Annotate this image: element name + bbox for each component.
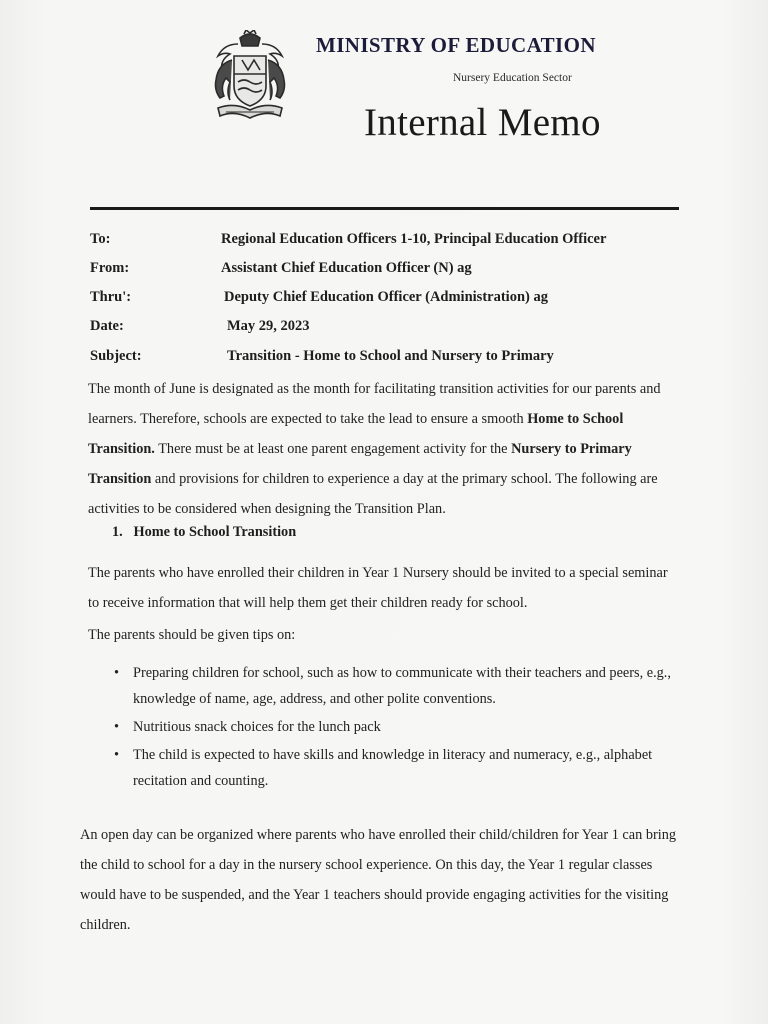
date-row bbox=[90, 318, 690, 340]
to-label: To: bbox=[90, 231, 111, 247]
subject-row bbox=[90, 348, 690, 370]
list-item bbox=[112, 660, 682, 712]
thru-row bbox=[90, 289, 690, 311]
list-item bbox=[112, 742, 682, 794]
list-item-text: Nutritious snack choices for the lunch pack bbox=[133, 719, 381, 735]
bullet-icon: • bbox=[114, 665, 120, 681]
intro-text-2: There must be at least one parent engagement activity for the bbox=[154, 441, 512, 457]
intro-emphasis-nursery-to-primary: Nursery to Primary Transition bbox=[88, 441, 632, 487]
date-label: Date: bbox=[90, 318, 124, 334]
from-label: From: bbox=[90, 260, 130, 276]
ministry-name: MINISTRY OF EDUCATION bbox=[316, 33, 596, 57]
tips-intro: The parents should be given tips on: bbox=[88, 627, 296, 643]
thru-value: Deputy Chief Education Officer (Administration) ag bbox=[224, 289, 548, 305]
section-heading-home-to-school: 1. Home to School Transition bbox=[112, 524, 297, 540]
to-value: Regional Education Officers 1-10, Principal Education Officer bbox=[221, 231, 607, 247]
thru-label: Thru': bbox=[90, 289, 132, 305]
intro-paragraph bbox=[88, 374, 680, 524]
list-item-text: Preparing children for school, such as how to communicate with their teachers and peers, e.g., knowledge of name, age, address, and other polite conventions. bbox=[133, 665, 671, 707]
to-row bbox=[90, 231, 690, 253]
intro-text-3: and provisions for children to experience a day at the primary school. The following are activities to be considered when designing the Transition Plan. bbox=[88, 471, 658, 517]
coat-of-arms-icon bbox=[204, 30, 296, 126]
bullet-icon: • bbox=[114, 747, 120, 763]
bullet-icon: • bbox=[114, 719, 120, 735]
from-value: Assistant Chief Education Officer (N) ag bbox=[221, 260, 472, 276]
tips-list bbox=[112, 660, 682, 796]
intro-text-1: The month of June is designated as the month for facilitating transition activities for our parents and learners. Therefore, schools are expected to take the lead to ensure a smooth bbox=[88, 381, 661, 427]
seminar-paragraph: The parents who have enrolled their children in Year 1 Nursery should be invited to a special seminar to receive information that will help them get their children ready for school. bbox=[88, 565, 668, 611]
subject-value: Transition - Home to School and Nursery to Primary bbox=[227, 348, 554, 364]
header-divider bbox=[90, 207, 679, 210]
list-item bbox=[112, 714, 682, 740]
subject-label: Subject: bbox=[90, 348, 142, 364]
list-item-text: The child is expected to have skills and knowledge in literacy and numeracy, e.g., alphabet recitation and counting. bbox=[133, 747, 653, 789]
open-day-paragraph: An open day can be organized where parents who have enrolled their child/children for Year 1 can bring the child to school for a day in the nursery school experience. On this day, the Year 1 regular classes would have to be suspended, and the Year 1 teachers should provide engaging activities for the visiting children. bbox=[80, 827, 677, 933]
memo-title: Internal Memo bbox=[364, 101, 601, 144]
intro-emphasis-home-to-school: Home to School Transition. bbox=[88, 411, 624, 457]
sector-name: Nursery Education Sector bbox=[453, 72, 572, 84]
date-value: May 29, 2023 bbox=[227, 318, 310, 334]
from-row bbox=[90, 260, 690, 282]
